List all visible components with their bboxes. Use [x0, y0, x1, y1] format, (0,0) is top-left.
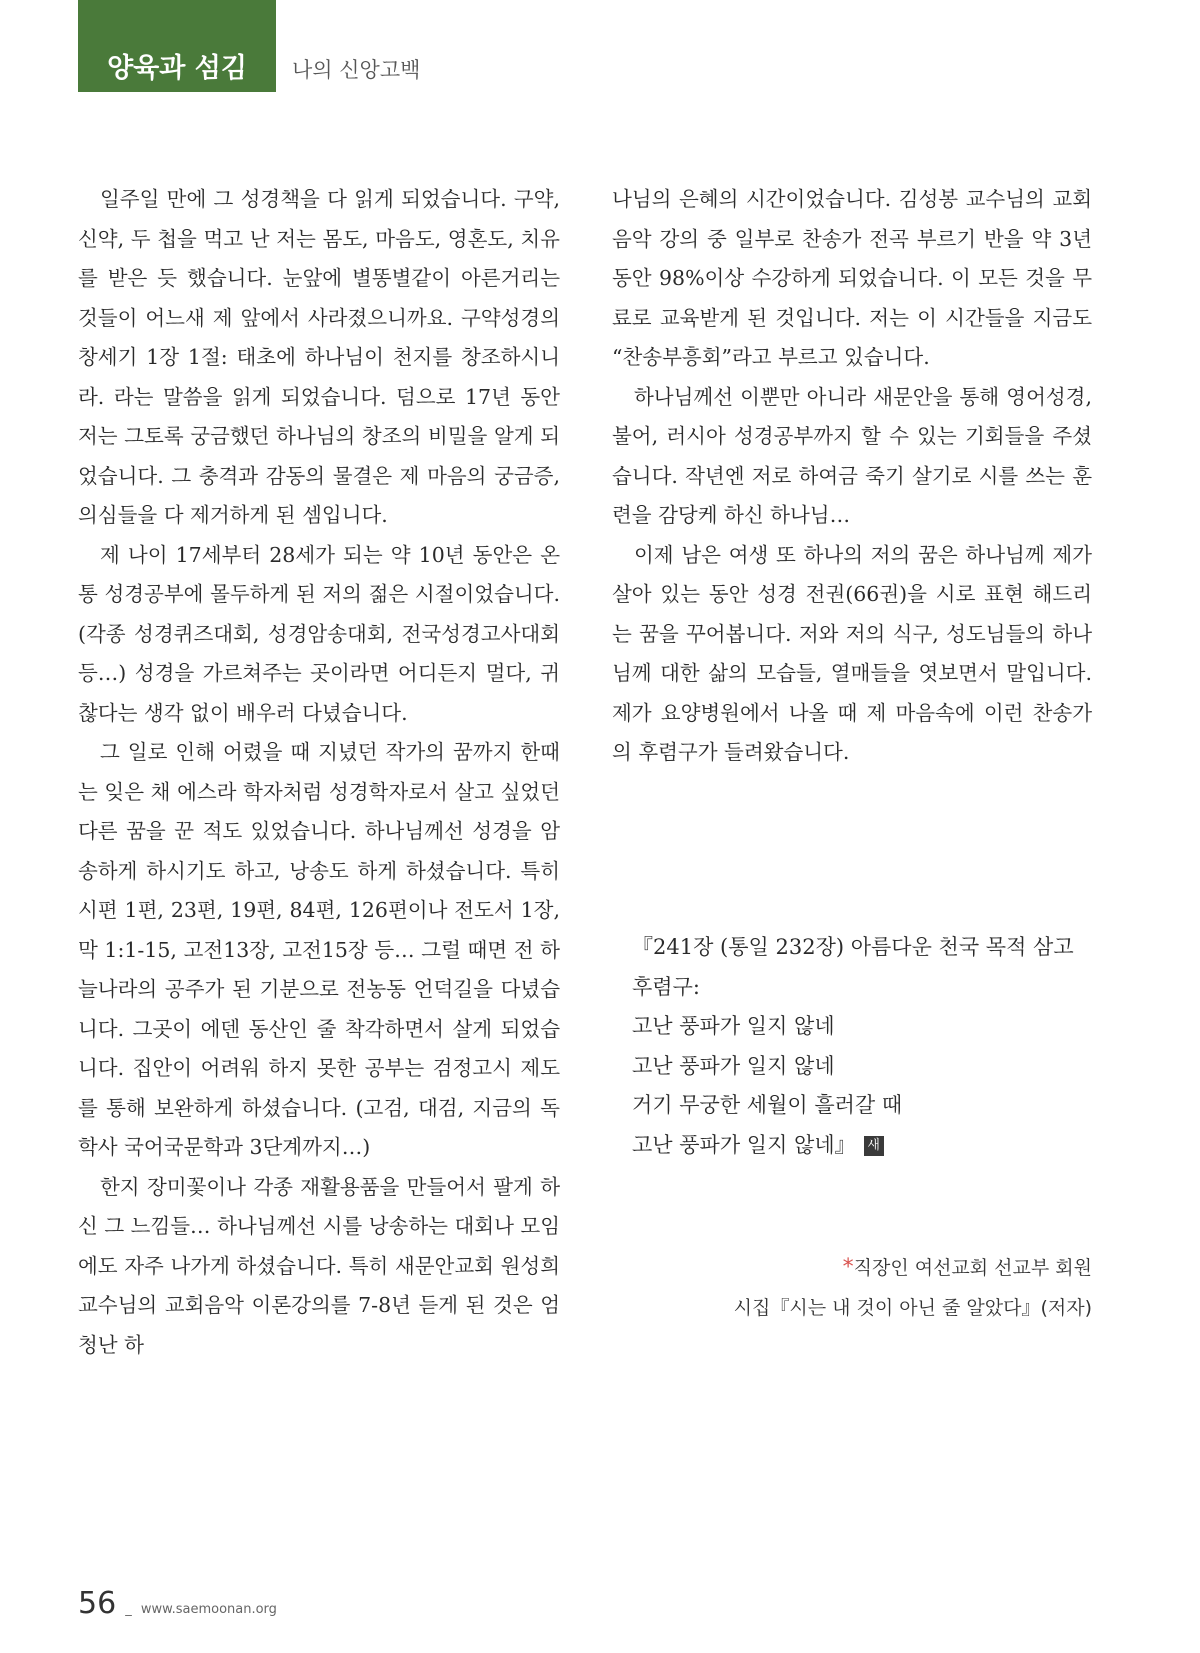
paragraph: 그 일로 인해 어렸을 때 지녔던 작가의 꿈까지 한때는 잊은 채 에스라 학자처럼 성경학자로서 살고 싶었던 다른 꿈을 꾼 적도 있었습니다. 하나님께선 성경을 암송하게 하시기도 하고, 낭송도 하게 하셨습니다. 특히 시편 1편, 23편, 19편, 84편, 126편이나 전도서 1장, 막 1:1-15, 고전13장, 고전15장 등… 그럴 때면 전 하늘나라의 공주가 된 기분으로 전농동 언덕길을 다녔습니다. 그곳이 에덴 동산인 줄 착각하면서 살게 되었습니다. 집안이 어려워 하지 못한 공부는 검정고시 제도를 통해 보완하게 하셨습니다. (고검, 대검, 지금의 독학사 국어국문학과 3단계까지…): [78, 740, 560, 1159]
hymn-line: 거기 무궁한 세월이 흘러갈 때: [632, 1093, 903, 1117]
paragraph: 이제 남은 여생 또 하나의 저의 꿈은 하나님께 제가 살아 있는 동안 성경 전권(66권)을 시로 표현 해드리는 꿈을 꾸어봅니다. 저와 저의 식구, 성도님들의 하나님께 대한 삶의 모습들, 열매들을 엿보면서 말입니다. 제가 요양병원에서 나올 때 제 마음속에 이런 찬송가의 후렴구가 들려왔습니다.: [612, 542, 1092, 764]
paragraph: 일주일 만에 그 성경책을 다 읽게 되었습니다. 구약, 신약, 두 첩을 먹고 난 저는 몸도, 마음도, 영혼도, 치유를 받은 듯 했습니다. 눈앞에 별똥별같이 아른거리는 것들이 어느새 제 앞에서 사라졌으니까요. 구약성경의 창세기 1장 1절: 태초에 하나님이 천지를 창조하시니라. 라는 말씀을 읽게 되었습니다. 덤으로 17년 동안 저는 그토록 궁금했던 하나님의 창조의 비밀을 알게 되었습니다. 그 충격과 감동의 물결은 제 마음의 궁금증, 의심들을 다 제거하게 된 셈입니다.: [78, 187, 560, 527]
right-text-column: [612, 180, 1092, 773]
paragraph: 제 나이 17세부터 28세가 되는 약 10년 동안은 온통 성경공부에 몰두하게 된 저의 젊은 시절이었습니다. (각종 성경퀴즈대회, 성경암송대회, 전국성경고사대회 등…) 성경을 가르쳐주는 곳이라면 어디든지 멀다, 귀찮다는 생각 없이 배우러 다녔습니다.: [78, 542, 560, 725]
paragraph: 하나님께선 이뿐만 아니라 새문안을 통해 영어성경, 불어, 러시아 성경공부까지 할 수 있는 기회들을 주셨습니다. 작년엔 저로 하여금 죽기 살기로 시를 쓰는 훈련을 감당케 하신 하나님…: [612, 384, 1092, 527]
end-mark-icon: 새: [864, 1136, 884, 1156]
section-title: 양육과 섬김: [107, 52, 247, 84]
page-footer: [78, 1586, 277, 1621]
author-info: [734, 1248, 1092, 1328]
left-text-column: [78, 180, 560, 1365]
hymn-line: 고난 풍파가 일지 않네: [632, 1014, 835, 1038]
hymn-line: 후렴구:: [632, 974, 700, 999]
asterisk-icon: *: [842, 1255, 854, 1280]
page-number: 56: [78, 1586, 117, 1621]
paragraph: 나님의 은혜의 시간이었습니다. 김성봉 교수님의 교회음악 강의 중 일부로 찬송가 전곡 부르기 반을 약 3년 동안 98%이상 수강하게 되었습니다. 이 모든 것을 무료로 교육받게 된 것입니다. 저는 이 시간들을 지금도 “찬송부흥회”라고 부르고 있습니다.: [612, 187, 1092, 369]
hymn-line: 고난 풍파가 일지 않네』: [632, 1132, 856, 1157]
paragraph: 한지 장미꽃이나 각종 재활용품을 만들어서 팔게 하신 그 느낌들… 하나님께선 시를 낭송하는 대회나 모임에도 자주 나가게 하셨습니다. 특히 새문안교회 원성희 교수님의 교회음악 이론강의를 7-8년 듣게 된 것은 엄청난 하: [78, 1174, 560, 1357]
page-header: [0, 0, 1200, 92]
subsection-title: 나의 신앙고백: [292, 58, 421, 82]
hymn-line: 고난 풍파가 일지 않네: [632, 1053, 835, 1078]
footer-separator: _: [125, 1602, 132, 1617]
website-url: www.saemoonan.org: [140, 1602, 277, 1617]
author-book: 시집『시는 내 것이 아닌 줄 알았다』(저자): [733, 1297, 1092, 1319]
section-title-box: [78, 0, 276, 92]
hymn-line: 『241장 (통일 232장) 아름다운 천국 목적 삼고: [632, 935, 1074, 959]
hymn-quote: [632, 928, 1102, 1165]
author-affiliation: 직장인 여선교회 선교부 회원: [853, 1257, 1092, 1279]
